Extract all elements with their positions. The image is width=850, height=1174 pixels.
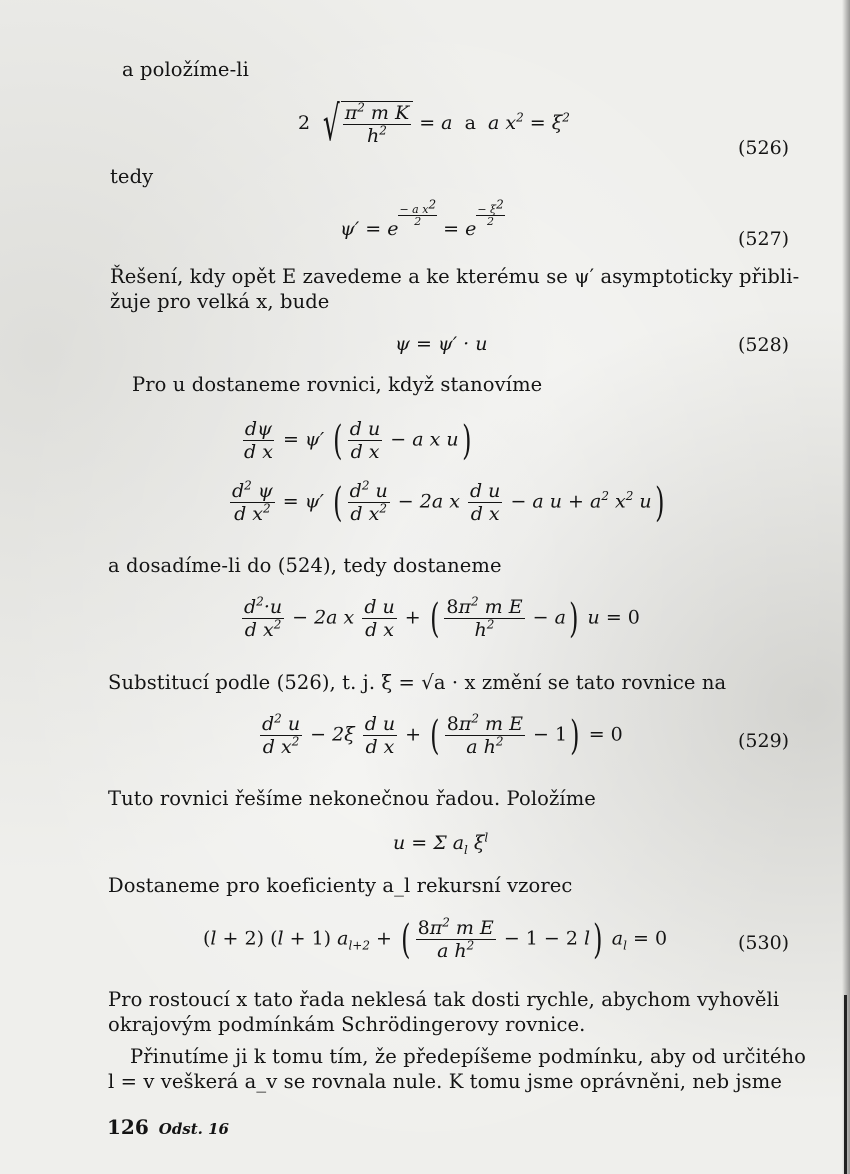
paragraph-dostaneme: Dostaneme pro koeficienty a_l rekursní vzorec (108, 874, 573, 897)
equation-u-differential: $\frac{d^2\cdot u}{d x^2}$ − 2a x $\frac{\text{d u}}{\text{d x}}$ + ( $\frac{8\pi^2 m E}{h^2}$ − a) u = 0 (244, 594, 640, 642)
equation-series: u = Σ $a_l$ $\xi^l$ (393, 830, 489, 857)
page-footer (107, 1115, 229, 1139)
section-label: Odst. 16 (158, 1120, 229, 1138)
equation-526: 2 √ $\frac{\pi^2 m K}{h^2}$ = a a a $x^2 = \xi^2$ (298, 96, 570, 152)
paragraph-pro-u: Pro u dostaneme rovnici, když stanovíme (132, 373, 543, 396)
equation-528: ψ = ψ′ · u (395, 333, 488, 355)
paragraph-solution-line2: žuje pro velká x, bude (110, 290, 330, 313)
equation-529: $\frac{d^2 u}{d x^2}$ − 2ξ $\frac{\text{d u}}{\text{d x}}$ + ( $\frac{8\pi^2 m E}{a h^2}$ − 1) = 0 (262, 711, 623, 759)
paragraph-pro-rostouci-line2: okrajovým podmínkám Schrödingerovy rovnice. (108, 1013, 586, 1036)
equation-number-528: (528) (738, 334, 790, 356)
equation-number-526: (526) (738, 137, 790, 159)
equation-number-527: (527) (738, 228, 790, 250)
paragraph-tedy: tedy (110, 165, 154, 188)
page-number: 126 (107, 1115, 149, 1139)
paragraph-dosadime: a dosadíme-li do (524), tedy dostaneme (108, 554, 502, 577)
binding-edge (844, 995, 847, 1174)
equation-second-derivative: $\frac{d^2 \psi}{d x^2}$ = ψ′ ( $\frac{d^2 u}{d x^2}$ − 2a x $\frac{\text{d u}}{\text{d x}}$ − a $u + a^2$ $x^2$ u) (232, 478, 665, 526)
equation-530: (l + 2) (l + 1) $a_{l+2}$ + ( $\frac{8\pi^2 m E}{a h^2}$ − 1 − 2 l) $a_l = 0$ (203, 915, 668, 963)
paragraph-prinutime-line2: l = v veškerá a_v se rovnala nule. K tomu jsme oprávněni, neb jsme (108, 1070, 783, 1093)
equation-number-530: (530) (738, 932, 790, 954)
paragraph-substituci: Substitucí podle (526), t. j. ξ = √a · x změní se tato rovnice na (108, 671, 727, 694)
paragraph-solution-line1: Řešení, kdy opět E zavedeme a ke kterému se ψ′ asymptoticky přibli- (110, 265, 800, 288)
paragraph-prinutime-line1: Přinutíme ji k tomu tím, že předepíšeme podmínku, aby od určitého (130, 1045, 806, 1068)
paragraph-pro-rostouci-line1: Pro rostoucí x tato řada neklesá tak dosti rychle, abychom vyhověli (108, 988, 780, 1011)
equation-number-529: (529) (738, 730, 790, 752)
paragraph-tuto-rovnici: Tuto rovnici řešíme nekonečnou řadou. Položíme (108, 787, 596, 810)
equation-527: ψ′ = e $\frac{- a x^2}{2}$ = e $\frac{- \xi^2}{2}$ (340, 197, 504, 240)
equation-first-derivative: $\frac{d\psi}{\text{d x}}$ = ψ′ ( $\frac{\text{d u}}{\text{d x}}$ − a x u) (244, 417, 472, 464)
paragraph-intro: a položíme-li (122, 58, 249, 81)
